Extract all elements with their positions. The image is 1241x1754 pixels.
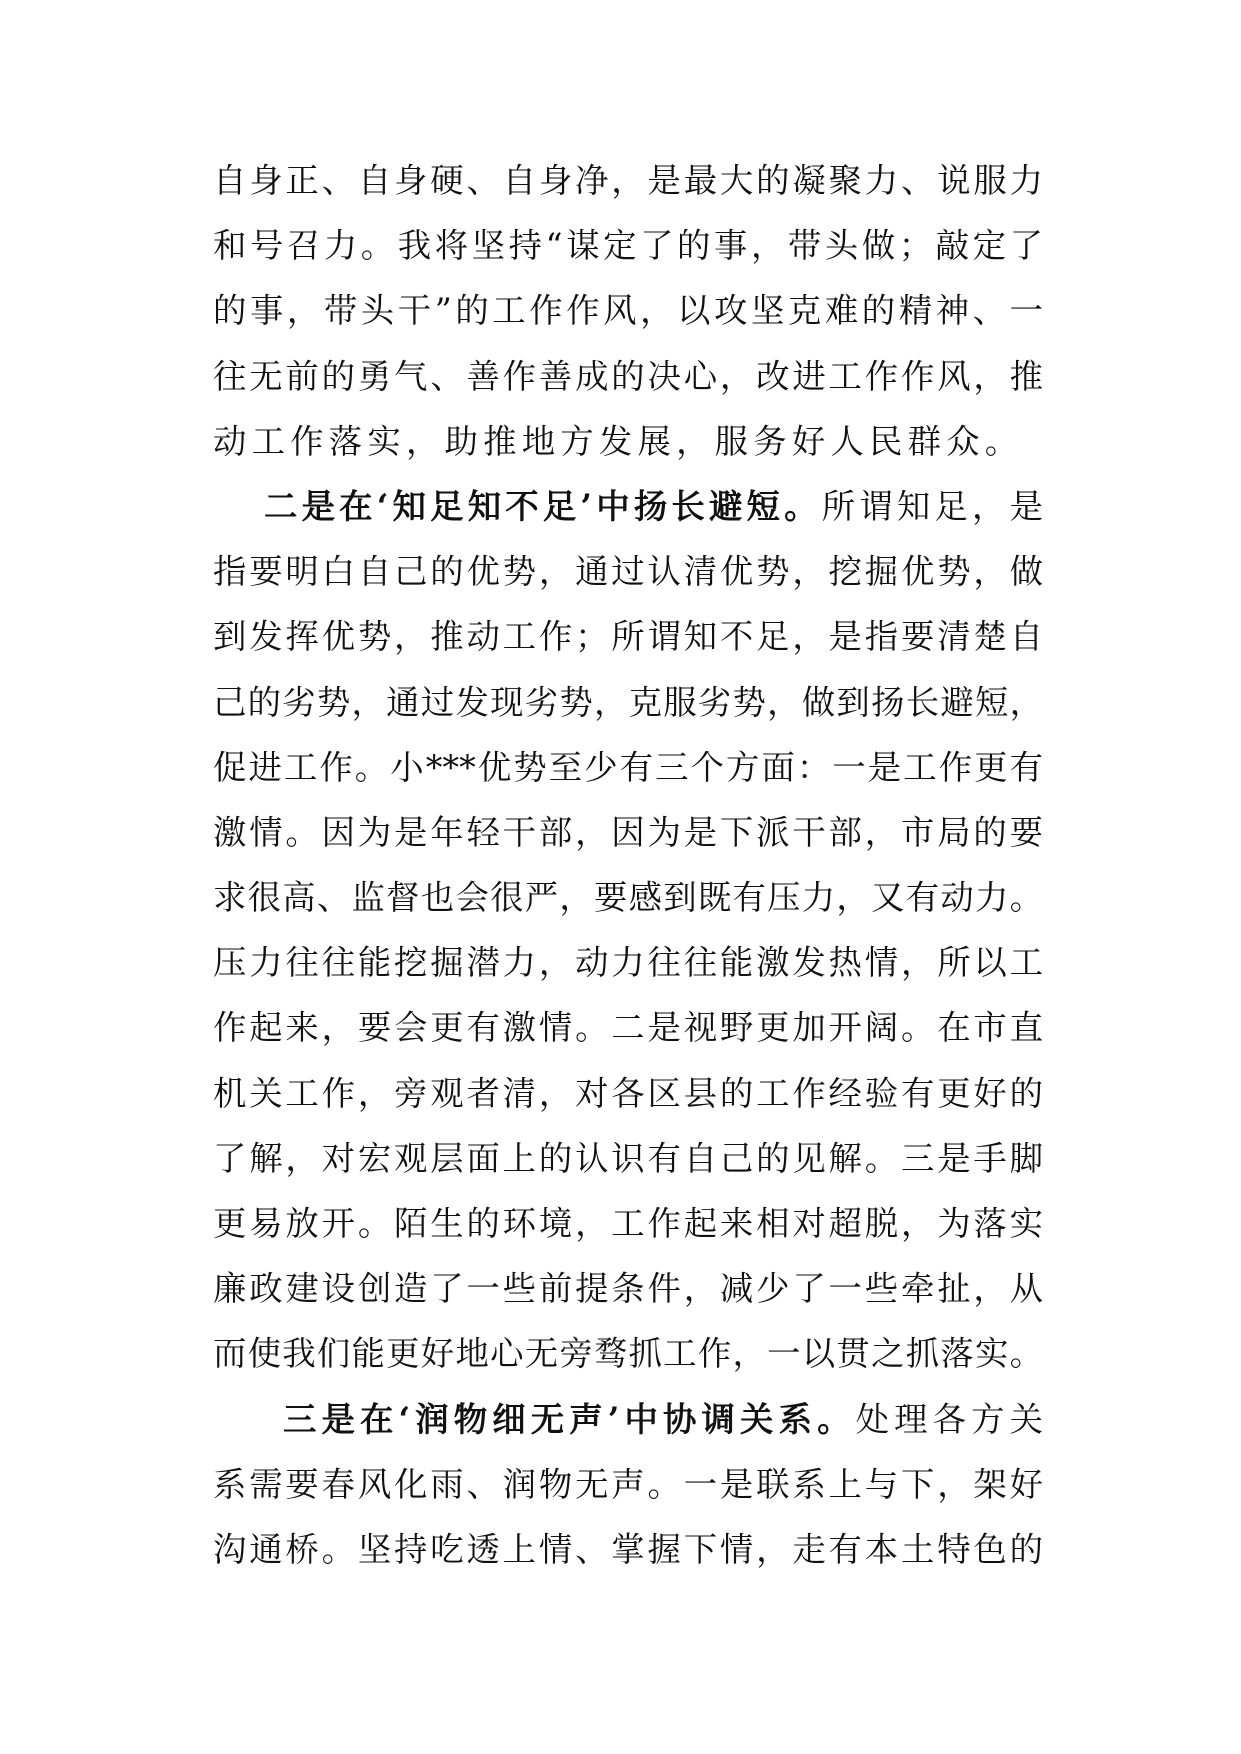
text-line: 指要明白自己的优势，通过认清优势，挖掘优势，做 <box>213 552 1043 592</box>
paragraph-heading: 二是在‘知足知不足’中扬长避短。 <box>264 486 822 526</box>
text-line: 而使我们能更好地心无旁骛抓工作，一以贯之抓落实。 <box>213 1334 1043 1374</box>
paragraph-heading: 三是在‘润物细无声’中协调关系。 <box>283 1399 856 1439</box>
text-line: 和号召力。我将坚持“谋定了的事，带头做；敲定了 <box>213 226 1043 266</box>
paragraph-heading-line <box>213 474 1043 539</box>
paragraph-heading-line <box>213 1387 1043 1452</box>
text-line: 了解，对宏观层面上的认识有自己的见解。三是手脚 <box>213 1138 1043 1178</box>
paragraph-heading-text: 所谓知足，是 <box>821 486 1043 526</box>
text-line: 机关工作，旁观者清，对各区县的工作经验有更好的 <box>213 1073 1043 1113</box>
text-line: 沟通桥。坚持吃透上情、掌握下情，走有本土特色的 <box>213 1529 1043 1569</box>
text-line: 求很高、监督也会很严，要感到既有压力，又有动力。 <box>213 878 1043 918</box>
text-line: 作起来，要会更有激情。二是视野更加开阔。在市直 <box>213 1008 1043 1048</box>
text-line: 更易放开。陌生的环境，工作起来相对超脱，为落实 <box>213 1204 1043 1243</box>
body-text <box>213 148 1043 1582</box>
text-line: 的事，带头干”的工作作风，以攻坚克难的精神、一 <box>213 291 1043 331</box>
text-line: 压力往往能挖掘潜力，动力往往能激发热情，所以工 <box>213 943 1043 983</box>
paragraph-heading-text: 处理各方关 <box>855 1399 1044 1439</box>
text-line: 系需要春风化雨、润物无声。一是联系上与下，架好 <box>213 1464 1043 1504</box>
text-line: 激情。因为是年轻干部，因为是下派干部，市局的要 <box>213 812 1043 852</box>
text-line: 动工作落实，助推地方发展，服务好人民群众。 <box>213 421 1024 461</box>
text-line: 到发挥优势，推动工作；所谓知不足，是指要清楚自 <box>213 617 1043 657</box>
text-line: 往无前的勇气、善作善成的决心，改进工作作风，推 <box>213 356 1043 396</box>
text-line: 自身正、自身硬、自身净，是最大的凝聚力、说服力 <box>213 161 1043 200</box>
text-line: 促进工作。小***优势至少有三个方面：一是工作更有 <box>213 747 1043 787</box>
text-line: 己的劣势，通过发现劣势，克服劣势，做到扬长避短， <box>213 682 1043 722</box>
text-line: 廉政建设创造了一些前提条件，减少了一些牵扯，从 <box>213 1269 1043 1309</box>
